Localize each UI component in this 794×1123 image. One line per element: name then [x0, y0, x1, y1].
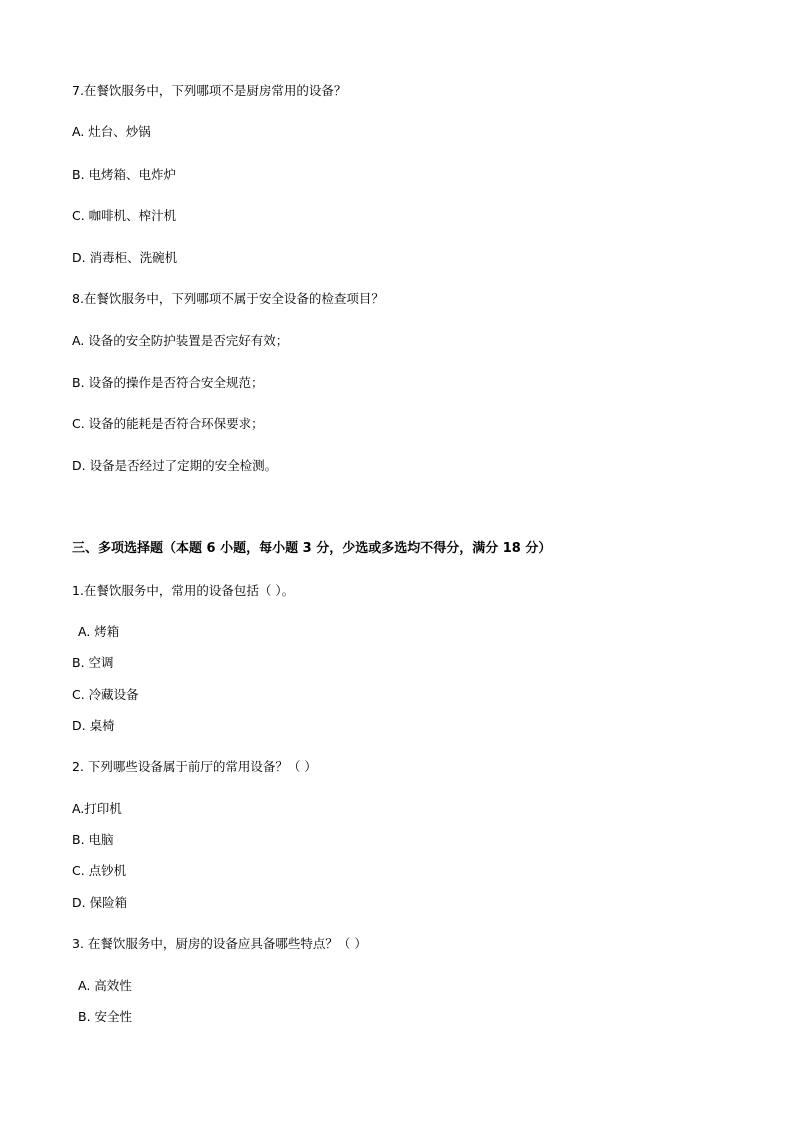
- multi-question-1-option-c: C. 冷藏设备: [72, 687, 139, 702]
- question-7-option-a: A. 灶台、炒锅: [72, 124, 151, 139]
- multi-question-1-option-a: A. 烤箱: [78, 624, 120, 639]
- section-3-heading: 三、多项选择题（本题 6 小题，每小题 3 分，少选或多选均不得分，满分 18 分）: [72, 541, 552, 556]
- question-7-option-b: B. 电烤箱、电炸炉: [72, 167, 177, 182]
- multi-question-2-stem: 2. 下列哪些设备属于前厅的常用设备？（ ）: [72, 759, 317, 774]
- multi-question-3-option-a: A. 高效性: [78, 978, 132, 993]
- multi-question-3-option-b: B. 安全性: [78, 1009, 133, 1024]
- question-7-option-d: D. 消毒柜、洗碗机: [72, 250, 178, 265]
- multi-question-1-stem: 1.在餐饮服务中，常用的设备包括（ ）。: [72, 583, 295, 598]
- multi-question-2-option-a: A.打印机: [72, 801, 122, 816]
- multi-question-3-stem: 3. 在餐饮服务中，厨房的设备应具备哪些特点？（ ）: [72, 936, 367, 951]
- question-8-option-b: B. 设备的操作是否符合安全规范；: [72, 375, 264, 390]
- question-8-option-c: C. 设备的能耗是否符合环保要求；: [72, 416, 264, 431]
- question-7-option-c: C. 咖啡机、榨汁机: [72, 208, 177, 223]
- multi-question-2-option-c: C. 点钞机: [72, 863, 127, 878]
- question-8-option-a: A. 设备的安全防护装置是否完好有效；: [72, 333, 289, 348]
- multi-question-2-option-d: D. 保险箱: [72, 895, 128, 910]
- multi-question-2-option-b: B. 电脑: [72, 832, 114, 847]
- question-7-stem: 7.在餐饮服务中，下列哪项不是厨房常用的设备？: [72, 83, 347, 98]
- multi-question-1-option-d: D. 桌椅: [72, 718, 115, 733]
- question-8-stem: 8.在餐饮服务中，下列哪项不属于安全设备的检查项目？: [72, 291, 384, 306]
- multi-question-1-option-b: B. 空调: [72, 655, 114, 670]
- question-8-option-d: D. 设备是否经过了定期的安全检测。: [72, 458, 278, 473]
